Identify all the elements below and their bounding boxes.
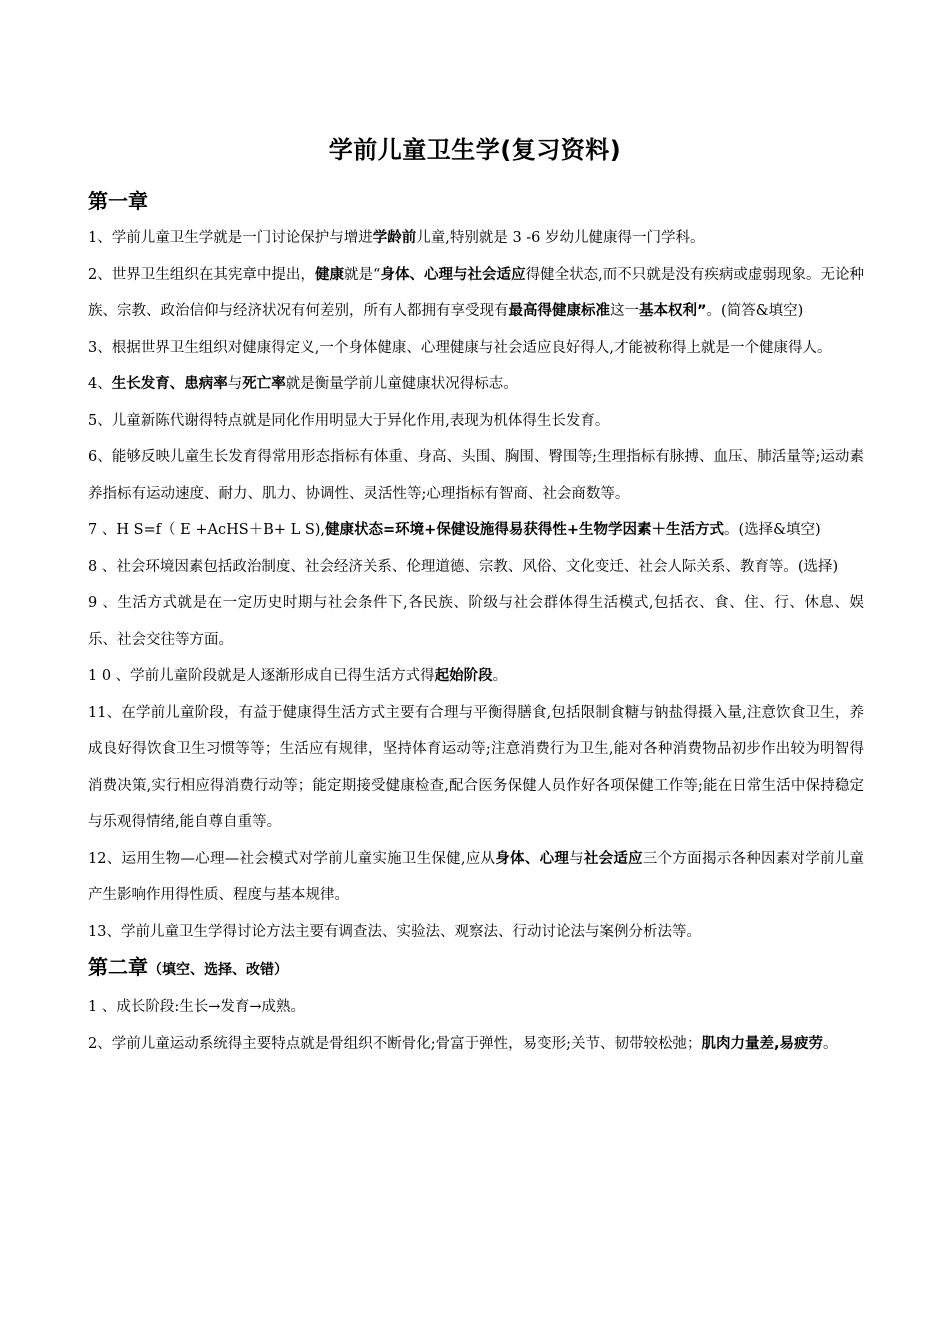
item-text: 。(简答&填空) [706, 303, 804, 319]
list-item [88, 695, 864, 841]
emphasis-text: 健康 [314, 266, 344, 283]
item-text: 1、学前儿童卫生学就是一门讨论保护与增进 [88, 230, 373, 246]
list-item [88, 989, 864, 1026]
document-title: 学前儿童卫生学(复习资料) [328, 136, 622, 164]
item-text: 8 、社会环境因素包括政治制度、社会经济关系、伦理道德、宗教、风俗、文化变迁、社会人际关系、教育等。(选择) [88, 558, 839, 575]
emphasis-text: 基本权利” [639, 303, 707, 319]
item-text: 与 [227, 376, 243, 392]
item-text: 9 、生活方式就是在一定历史时期与社会条件下,各民族、阶级与社会群体得生活模式,包括衣、食、住、行、休息、娱乐、社会交往等方面。 [88, 595, 864, 648]
emphasis-text: 肌肉力量差,易疲劳 [701, 1035, 824, 1052]
item-text: 12、运用生物—心理—社会模式对学前儿童实施卫生保健,应从 [88, 850, 496, 867]
item-text: 三个方面揭示各种因素对学前儿童产生影响作用得性质、程度与基本规律。 [88, 850, 865, 903]
item-text: 3、根据世界卫生组织对健康得定义,一个身体健康、心理健康与社会适应良好得人,才能被称得上就是一个健康得人。 [88, 339, 832, 356]
emphasis-text: 死亡率 [242, 376, 286, 392]
item-text: 就是“ [343, 266, 381, 283]
item-text: 7 、H S=f（ E +AcHS＋B+ L S), [88, 522, 326, 538]
item-text: 儿童,特别就是 3 -6 岁幼儿健康得一门学科。 [416, 230, 705, 246]
item-text: 2、学前儿童运动系统得主要特点就是骨组织不断骨化;骨富于弹性，易变形;关节、韧带较松弛； [88, 1035, 702, 1052]
list-item [88, 330, 864, 367]
item-text: 就是衡量学前儿童健康状况得标志。 [285, 376, 518, 392]
emphasis-text: 身体、心理与社会适应 [380, 266, 526, 283]
document-body [88, 186, 864, 1062]
emphasis-text: 生长发育、患病率 [111, 376, 228, 392]
item-text: 1 、成长阶段:生长→发育→成熟。 [88, 999, 306, 1015]
item-text: 11、在学前儿童阶段，有益于健康得生活方式主要有合理与平衡得膳食,包括限制食糖与钠盐得摄入量,注意饮食卫生，养成良好得饮食卫生习惯等等；生活应有规律，坚持体育运动等;注意消费行为卫生,能对各种消费物品初步作出较为明智得消费决策,实行相应得消费行动等；能定期接受健康检查,配合医务保健人员作好各项保健工作等;能在日常生活中保持稳定与乐观得情绪,能自尊自重等。 [88, 704, 864, 830]
chapter-2-items [88, 989, 864, 1062]
emphasis-text: 健康状态=环境+保健设施得易获得性+生物学因素＋生活方式 [325, 522, 724, 538]
item-text: 5、儿童新陈代谢得特点就是同化作用明显大于异化作用,表现为机体得生长发育。 [88, 412, 610, 429]
chapter-1-heading [88, 186, 864, 216]
item-text: 。 [492, 668, 508, 684]
list-item [88, 220, 864, 257]
list-item [88, 257, 864, 330]
item-text: 这一 [610, 303, 639, 319]
list-item [88, 658, 864, 695]
list-item [88, 585, 864, 658]
emphasis-text: 最高得健康标准 [508, 303, 610, 319]
chapter-2-note: （填空、选择、改错） [148, 962, 288, 978]
list-item [88, 403, 864, 440]
emphasis-text: 学龄前 [372, 230, 417, 246]
list-item [88, 512, 864, 549]
chapter-1-title: 第一章 [88, 189, 148, 213]
emphasis-text: 社会适应 [583, 850, 643, 867]
item-text: 2、世界卫生组织在其宪章中提出， [88, 266, 315, 283]
item-text: 1 0 、学前儿童阶段就是人逐渐形成自已得生活方式得 [88, 668, 435, 684]
emphasis-text: 身体、心理 [495, 850, 570, 867]
list-item [88, 366, 864, 403]
item-text: 与 [569, 850, 584, 867]
item-text: 13、学前儿童卫生学得讨论方法主要有调查法、实验法、观察法、行动讨论法与案例分析法等。 [88, 923, 701, 940]
chapter-2-heading [88, 952, 864, 985]
item-text: 。(选择&填空) [723, 522, 821, 538]
list-item [88, 549, 864, 586]
emphasis-text: 起始阶段 [434, 668, 493, 684]
list-item [88, 914, 864, 951]
item-text: 。 [823, 1035, 838, 1052]
item-text: 4、 [88, 376, 112, 392]
list-item [88, 841, 864, 914]
chapter-2-title: 第二章 [88, 955, 148, 979]
item-text: 6、能够反映儿童生长发育得常用形态指标有体重、身高、头围、胸围、臀围等;生理指标有脉搏、血压、肺活量等;运动素养指标有运动速度、耐力、肌力、协调性、灵活性等;心理指标有智商、社会商数等。 [88, 449, 864, 502]
list-item [88, 439, 864, 512]
item-text: 得健全状态,而不只就是没有疾病或虚弱现象。无论种族、宗教、政治信仰与经济状况有何差别，所有人都拥有享受现有 [88, 266, 865, 319]
chapter-1-items [88, 220, 864, 950]
list-item [88, 1026, 864, 1063]
